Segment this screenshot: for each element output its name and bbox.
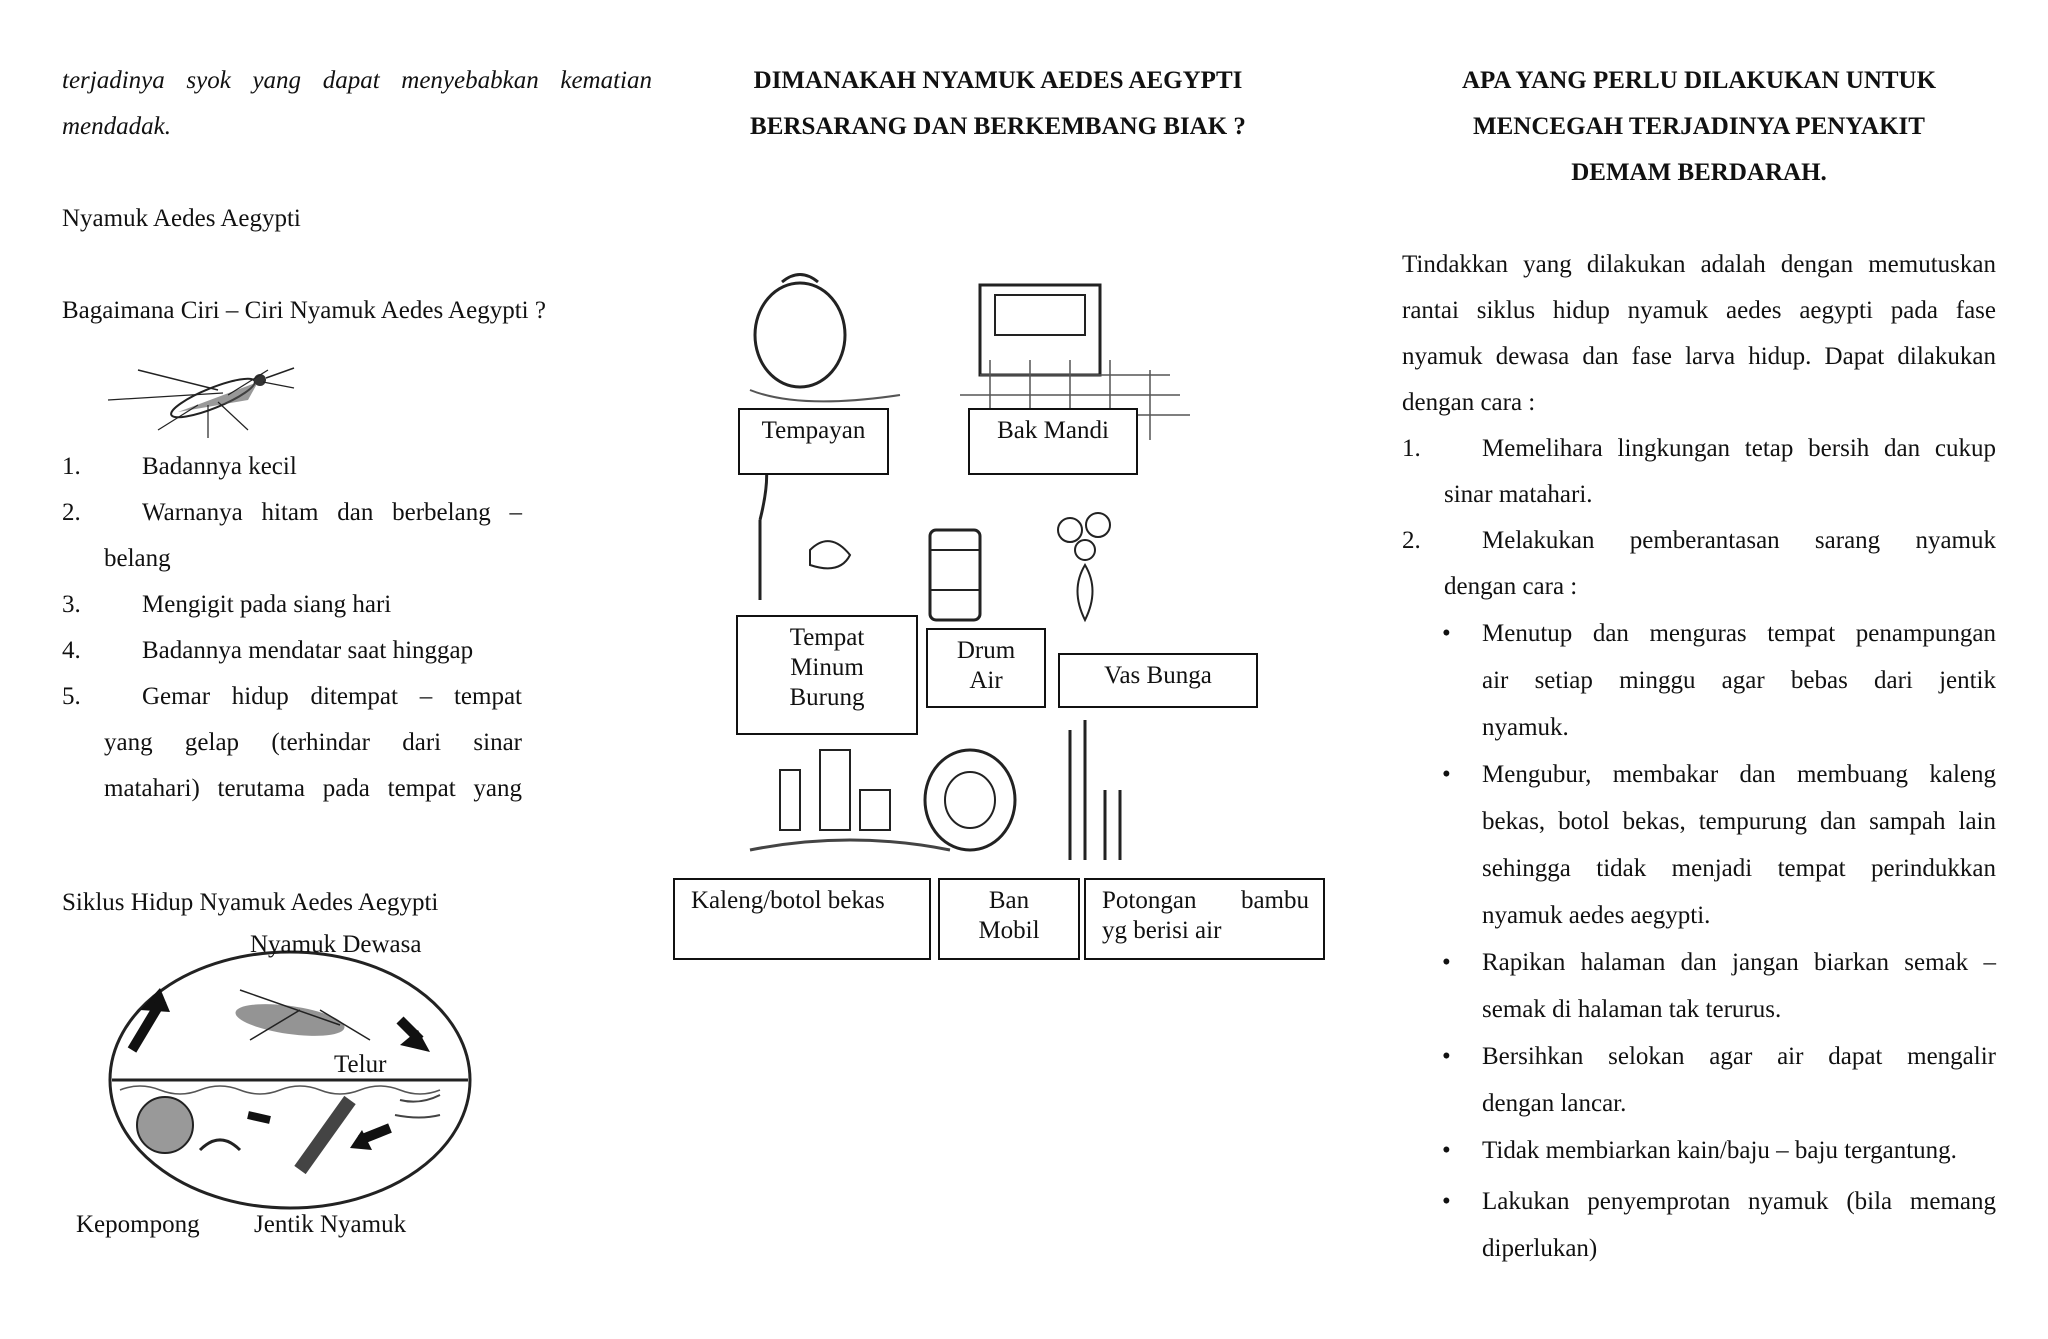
label-adult: Nyamuk Dewasa [250,931,422,958]
bullet-icon: • [1442,620,1451,647]
label-potongan-bambu: Potongan bambu yg berisi air [1084,878,1325,960]
bullet-list [1402,610,1996,1272]
heading-siklus: Siklus Hidup Nyamuk Aedes Aegypti [62,889,439,916]
bullet-icon: • [1442,761,1451,788]
label-egg: Telur [334,1051,387,1078]
list-item: 3. Mengigit pada siang hari [62,591,392,618]
bullet-item: • Rapikan halaman dan jangan biarkan semak – semak di halaman tak terurus. [1442,939,1996,1033]
bullet-icon: • [1442,949,1451,976]
heading-nyamuk: Nyamuk Aedes Aegypti [62,205,301,232]
bullet-item: • Tidak membiarkan kain/baju – baju tergantung. [1442,1127,1996,1174]
label-drum-air: Drum Air [926,628,1046,708]
traits-list [62,444,522,812]
right-title-1: APA YANG PERLU DILAKUKAN UNTUK [1461,67,1937,94]
bullet-icon: • [1442,1188,1451,1215]
left-column [62,58,652,334]
label-bak-mandi: Bak Mandi [968,408,1138,475]
label-pupa: Kepompong [76,1211,200,1238]
list-item: 1. Badannya kecil [62,453,297,480]
right-column [1402,58,1996,1272]
mosquito-illustration [98,360,298,440]
bullet-icon: • [1442,1137,1451,1164]
label-ban-mobil: Ban Mobil [938,878,1080,960]
bullet-icon: • [1442,1043,1451,1070]
label-vas-bunga: Vas Bunga [1058,653,1258,708]
life-cycle-diagram [100,950,480,1220]
breeding-sites-illustration [720,250,1220,880]
middle-title-1: DIMANAKAH NYAMUK AEDES AEGYPTI [753,67,1243,94]
bullet-item: • Bersihkan selokan agar air dapat mengalir dengan lancar. [1442,1033,1996,1127]
right-title-3: DEMAM BERDARAH. [1571,159,1827,186]
heading-ciri: Bagaimana Ciri – Ciri Nyamuk Aedes Aegypti ? [62,297,546,324]
list-item: 4. Badannya mendatar saat hinggap [62,637,474,664]
list-item: 2. Melakukan pemberantasan sarang nyamuk dengan cara : [1402,527,1996,600]
bullet-item: • Menutup dan menguras tempat penampungan air setiap minggu agar bebas dari jentik nyamuk. [1442,610,1996,751]
intro-line-1: terjadinya syok yang dapat menyebabkan kematian [62,67,652,94]
label-tempayan: Tempayan [738,408,889,475]
steps-list [1402,426,1996,610]
bullet-item: • Mengubur, membakar dan membuang kaleng bekas, botol bekas, tempurung dan sampah lain sehingga tidak menjadi tempat perindukkan nyamuk aedes aegypti. [1442,751,1996,939]
middle-column [668,58,1328,150]
list-item: 1. Memelihara lingkungan tetap bersih dan cukup sinar matahari. [1402,435,1996,508]
label-larva: Jentik Nyamuk [254,1211,407,1238]
bullet-item: • Lakukan penyemprotan nyamuk (bila memang diperlukan) [1442,1178,1996,1272]
middle-title-2: BERSARANG DAN BERKEMBANG BIAK ? [750,113,1246,140]
list-item: 5. Gemar hidup ditempat – tempat yang gelap (terhindar dari sinar matahari) terutama pada tempat yang [62,683,522,802]
label-tempat-minum-burung: Tempat Minum Burung [736,615,918,735]
right-title-2: MENCEGAH TERJADINYA PENYAKIT [1473,113,1925,140]
intro-line-2: mendadak. [62,113,171,140]
label-kaleng-botol: Kaleng/botol bekas [673,878,931,960]
list-item: 2. Warnanya hitam dan berbelang – belang [62,499,522,572]
intro-paragraph: Tindakkan yang dilakukan adalah dengan memutuskan rantai siklus hidup nyamuk aedes aegypti pada fase nyamuk dewasa dan fase larva hidup. Dapat dilakukan dengan cara : [1402,251,1996,416]
